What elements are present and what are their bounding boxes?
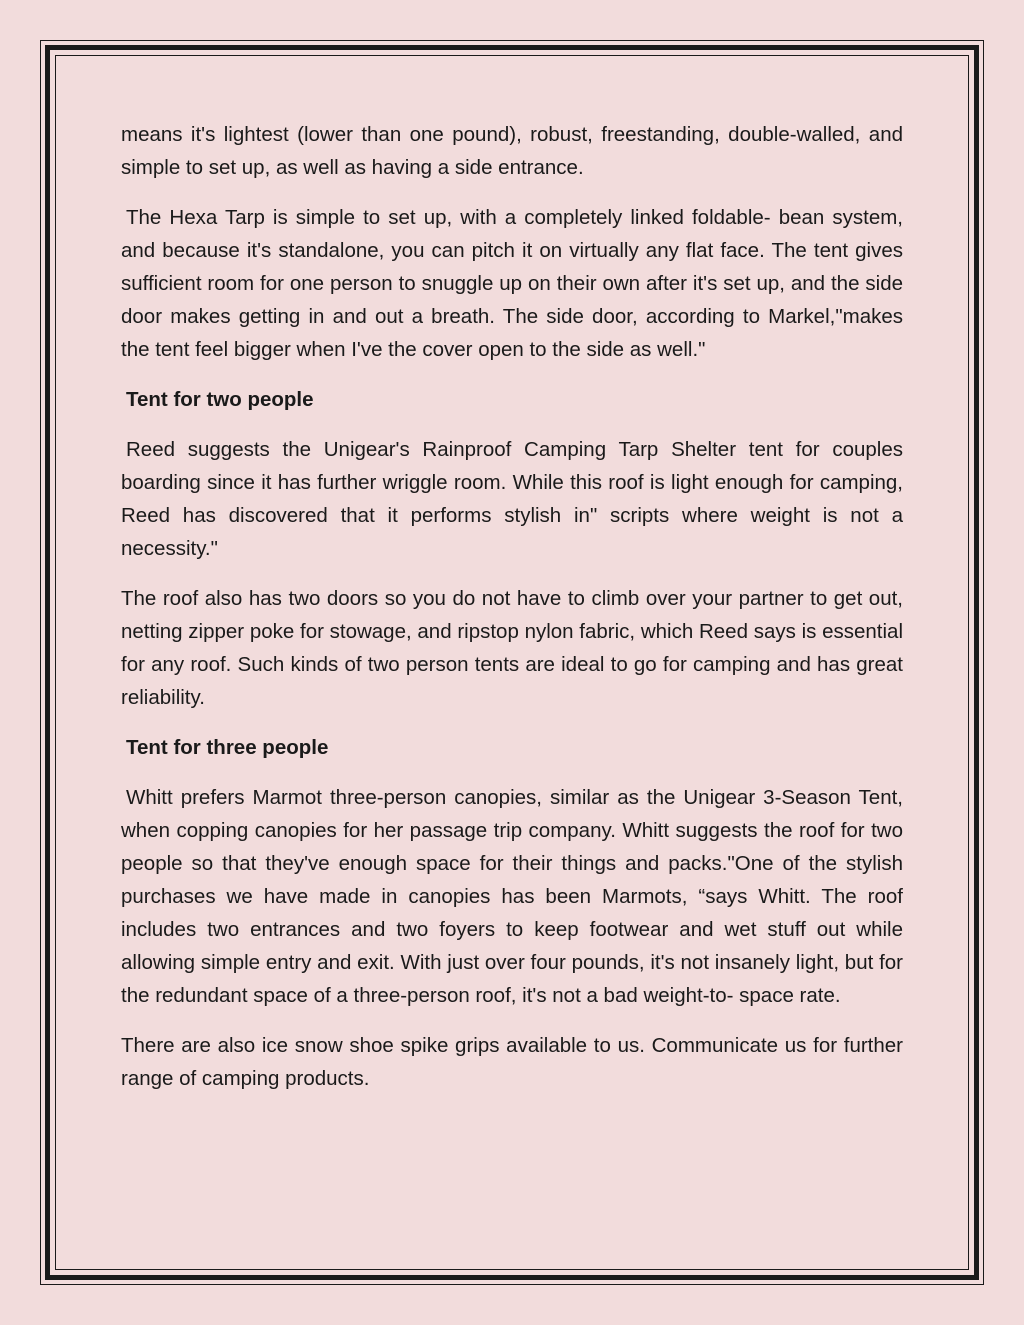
paragraph-intro-continued: means it's lightest (lower than one pound), robust, freestanding, double-walled, and simple to set up, as well as having a side entrance. bbox=[121, 123, 903, 179]
paragraph-two-doors: The roof also has two doors so you do not have to climb over your partner to get out, netting zipper poke for stowage, and ripstop nylon fabric, which Reed says is essential for any roof. Such kinds of two person tents are ideal to go for camping and has great reliability. bbox=[121, 587, 903, 709]
document-body bbox=[121, 118, 903, 1112]
paragraph-reed-suggestion: Reed suggests the Unigear's Rainproof Camping Tarp Shelter tent for couples boarding since it has further wriggle room. While this roof is light enough for camping, Reed has discovered that it performs stylish in" scripts where weight is not a necessity." bbox=[121, 438, 903, 560]
paragraph-whitt-marmot: Whitt prefers Marmot three-person canopies, similar as the Unigear 3-Season Tent, when copping canopies for her passage trip company. Whitt suggests the roof for two people so that they've enough space for their things and packs."One of the stylish purchases we have made in canopies has been Marmots, “says Whitt. The roof includes two entrances and two foyers to keep footwear and wet stuff out while allowing simple entry and exit. With just over four pounds, it's not insanely light, but for the redundant space of a three-person roof, it's not a bad weight-to- space rate. bbox=[121, 786, 903, 1007]
paragraph-hexa-tarp: The Hexa Tarp is simple to set up, with a completely linked foldable- bean system, and because it's standalone, you can pitch it on virtually any flat face. The tent gives sufficient room for one person to snuggle up on their own after it's set up, and the side door makes getting in and out a breath. The side door, according to Markel,"makes the tent feel bigger when I've the cover open to the side as well." bbox=[121, 206, 903, 361]
paragraph-ice-grips: There are also ice snow shoe spike grips available to us. Communicate us for further range of camping products. bbox=[121, 1034, 903, 1090]
heading-two-people: Tent for two people bbox=[126, 388, 314, 411]
heading-three-people: Tent for three people bbox=[126, 736, 329, 759]
